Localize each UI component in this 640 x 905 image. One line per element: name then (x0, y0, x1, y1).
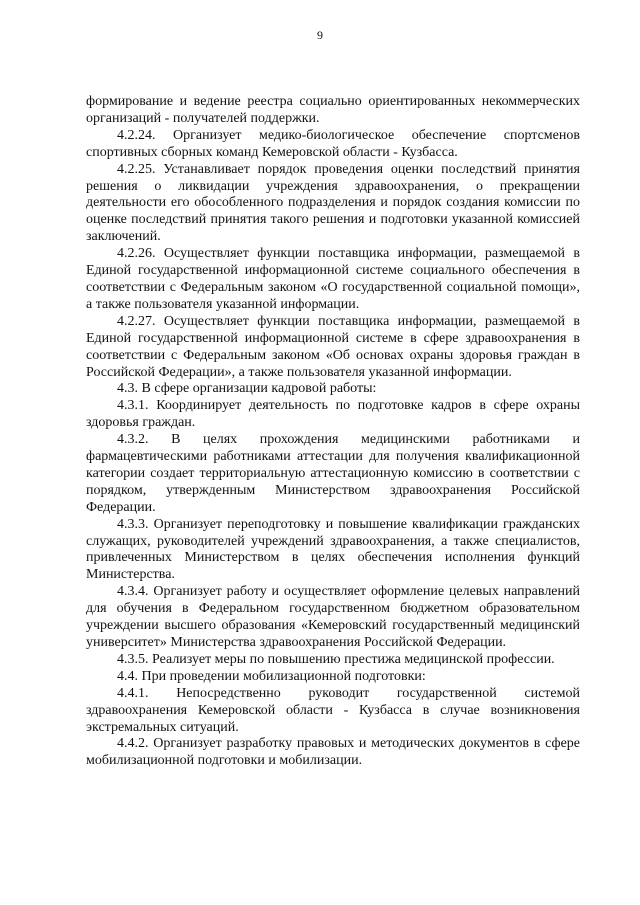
section-heading-4-4: 4.4. При проведении мобилизационной подготовки: (117, 668, 426, 684)
paragraph-continuation: формирование и ведение реестра социально ориентированных некоммерческих организаций - получателей поддержки. (86, 94, 580, 126)
section-heading-4-3: 4.3. В сфере организации кадровой работы: (117, 381, 377, 397)
paragraph-4-4-2: 4.4.2. Организует разработку правовых и методических документов в сфере мобилизационной подготовки и мобилизации. (86, 736, 580, 769)
paragraph-4-3-3: 4.3.3. Организует переподготовку и повышение квалификации гражданских служащих, руководителей учреждений здравоохранения, а также специалистов, привлеченных Министерством в целях обеспечения исполнения функций Министерства. (86, 516, 580, 583)
paragraph-4-3-1: 4.3.1. Координирует деятельность по подготовке кадров в сфере охраны здоровья граждан. (86, 398, 580, 431)
page-number: 9 (317, 28, 323, 42)
paragraph-4-2-27: 4.2.27. Осуществляет функции поставщика информации, размещаемой в Единой государственной информационной системе в сфере здравоохранения в соответствии с Федеральным законом «Об основах охраны здоровья граждан в Российской Федерации», а также пользователя указанной информации. (86, 313, 580, 380)
document-body (86, 94, 580, 770)
paragraph-4-3-5: 4.3.5. Реализует меры по повышению престижа медицинской профессии. (117, 651, 555, 667)
paragraph-4-2-25: 4.2.25. Устанавливает порядок проведения оценки последствий принятия решения о ликвидации учреждения здравоохранения, о прекращении деятельности его обособленного подразделения и порядок создания комиссии по оценке последствий принятия такого решения и подготовки указанной комиссией заключений. (86, 161, 580, 245)
paragraph-4-3-4: 4.3.4. Организует работу и осуществляет оформление целевых направлений для обучения в Федеральном государственном бюджетном образовательном учреждении высшего образования «Кемеровский государственный медицинский университет» Министерства здравоохранения Российской Федерации. (86, 584, 580, 650)
paragraph-4-2-26: 4.2.26. Осуществляет функции поставщика информации, размещаемой в Единой государственной информационной системе социального обеспечения в соответствии с Федеральным законом «О государственной социальной помощи», а также пользователя указанной информации. (86, 246, 580, 312)
paragraph-4-2-24: 4.2.24. Организует медико-биологическое обеспечение спортсменов спортивных сборных команд Кемеровской области - Кузбасса. (86, 127, 580, 160)
paragraph-4-4-1: 4.4.1. Непосредственно руководит государственной системой здравоохранения Кемеровской области - Кузбасса в случае возникновения экстремальных ситуаций. (86, 685, 580, 735)
paragraph-4-3-2: 4.3.2. В целях прохождения медицинскими работниками и фармацевтическими работниками аттестации для получения квалификационной категории создает территориальную аттестационную комиссию в соответствии с порядком, утвержденным Министерством здравоохранения Российской Федерации. (86, 432, 580, 515)
